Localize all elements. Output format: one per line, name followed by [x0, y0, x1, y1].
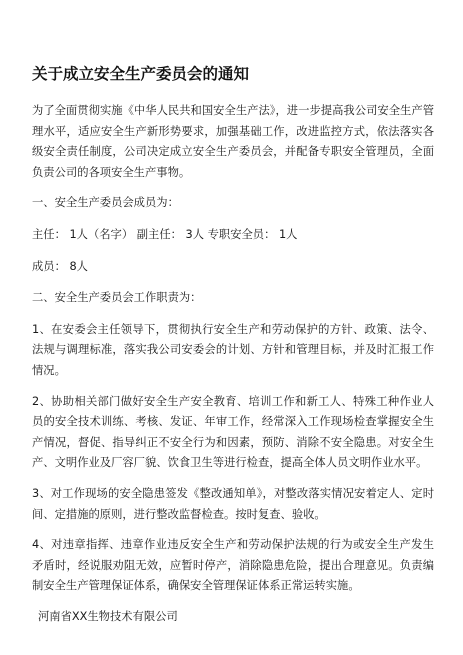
- section-heading-members: 一、安全生产委员会成员为：: [32, 196, 179, 210]
- duty-item: 2、协助相关部门做好安全生产安全教育、培训工作和新工人、特殊工种作业人员的安全技术训练、考核、发证、年审工作，经常深入工作现场检查掌握安全生产情况，督促、指导纠正不安全行为和因素，预防、消除不安全隐患。对安全生产、文明作业及厂容厂貌、饮食卫生等进行检查，提高全体人员文明作业水平。: [32, 394, 434, 470]
- document-page: [32, 64, 434, 627]
- members-count: 成员： 8人: [32, 259, 88, 273]
- members-line: 主任： 1人（名字） 副主任： 3人 专职安全员： 1人: [32, 227, 298, 241]
- duty-item: 3、对工作现场的安全隐患签发《整改通知单》，对整改落实情况安着定人、定时间、定措施的原则，进行整改监督检查。按时复查、验收。: [32, 486, 434, 521]
- section-heading-duties: 二、安全生产委员会工作职责为：: [32, 291, 202, 305]
- intro-paragraph: 为了全面贯彻实施《中华人民共和国安全生产法》，进一步提高我公司安全生产管理水平，适应安全生产新形势要求，加强基础工作，改进监控方式，依法落实各级安全责任制度，公司决定成立安全生产委员会，并配备专职安全管理员，全面负责公司的各项安全生产事物。: [32, 104, 434, 179]
- duty-item: 1、在安委会主任领导下，贯彻执行安全生产和劳动保护的方针、政策、法令、法规与调理标准，落实我公司安委会的计划、方针和管理目标，并及时汇报工作情况。: [32, 322, 434, 377]
- company-signature: 河南省XX生物技术有限公司: [38, 609, 178, 623]
- document-title: 关于成立安全生产委员会的通知: [32, 65, 250, 83]
- duty-item: 4、对违章指挥、违章作业违反安全生产和劳动保护法规的行为或安全生产发生矛盾时，经说服劝阻无效，应暂时停产，消除隐患危险，提出合理意见。负责编制安全生产管理保证体系，确保安全管理保证体系正常运转实施。: [32, 538, 434, 593]
